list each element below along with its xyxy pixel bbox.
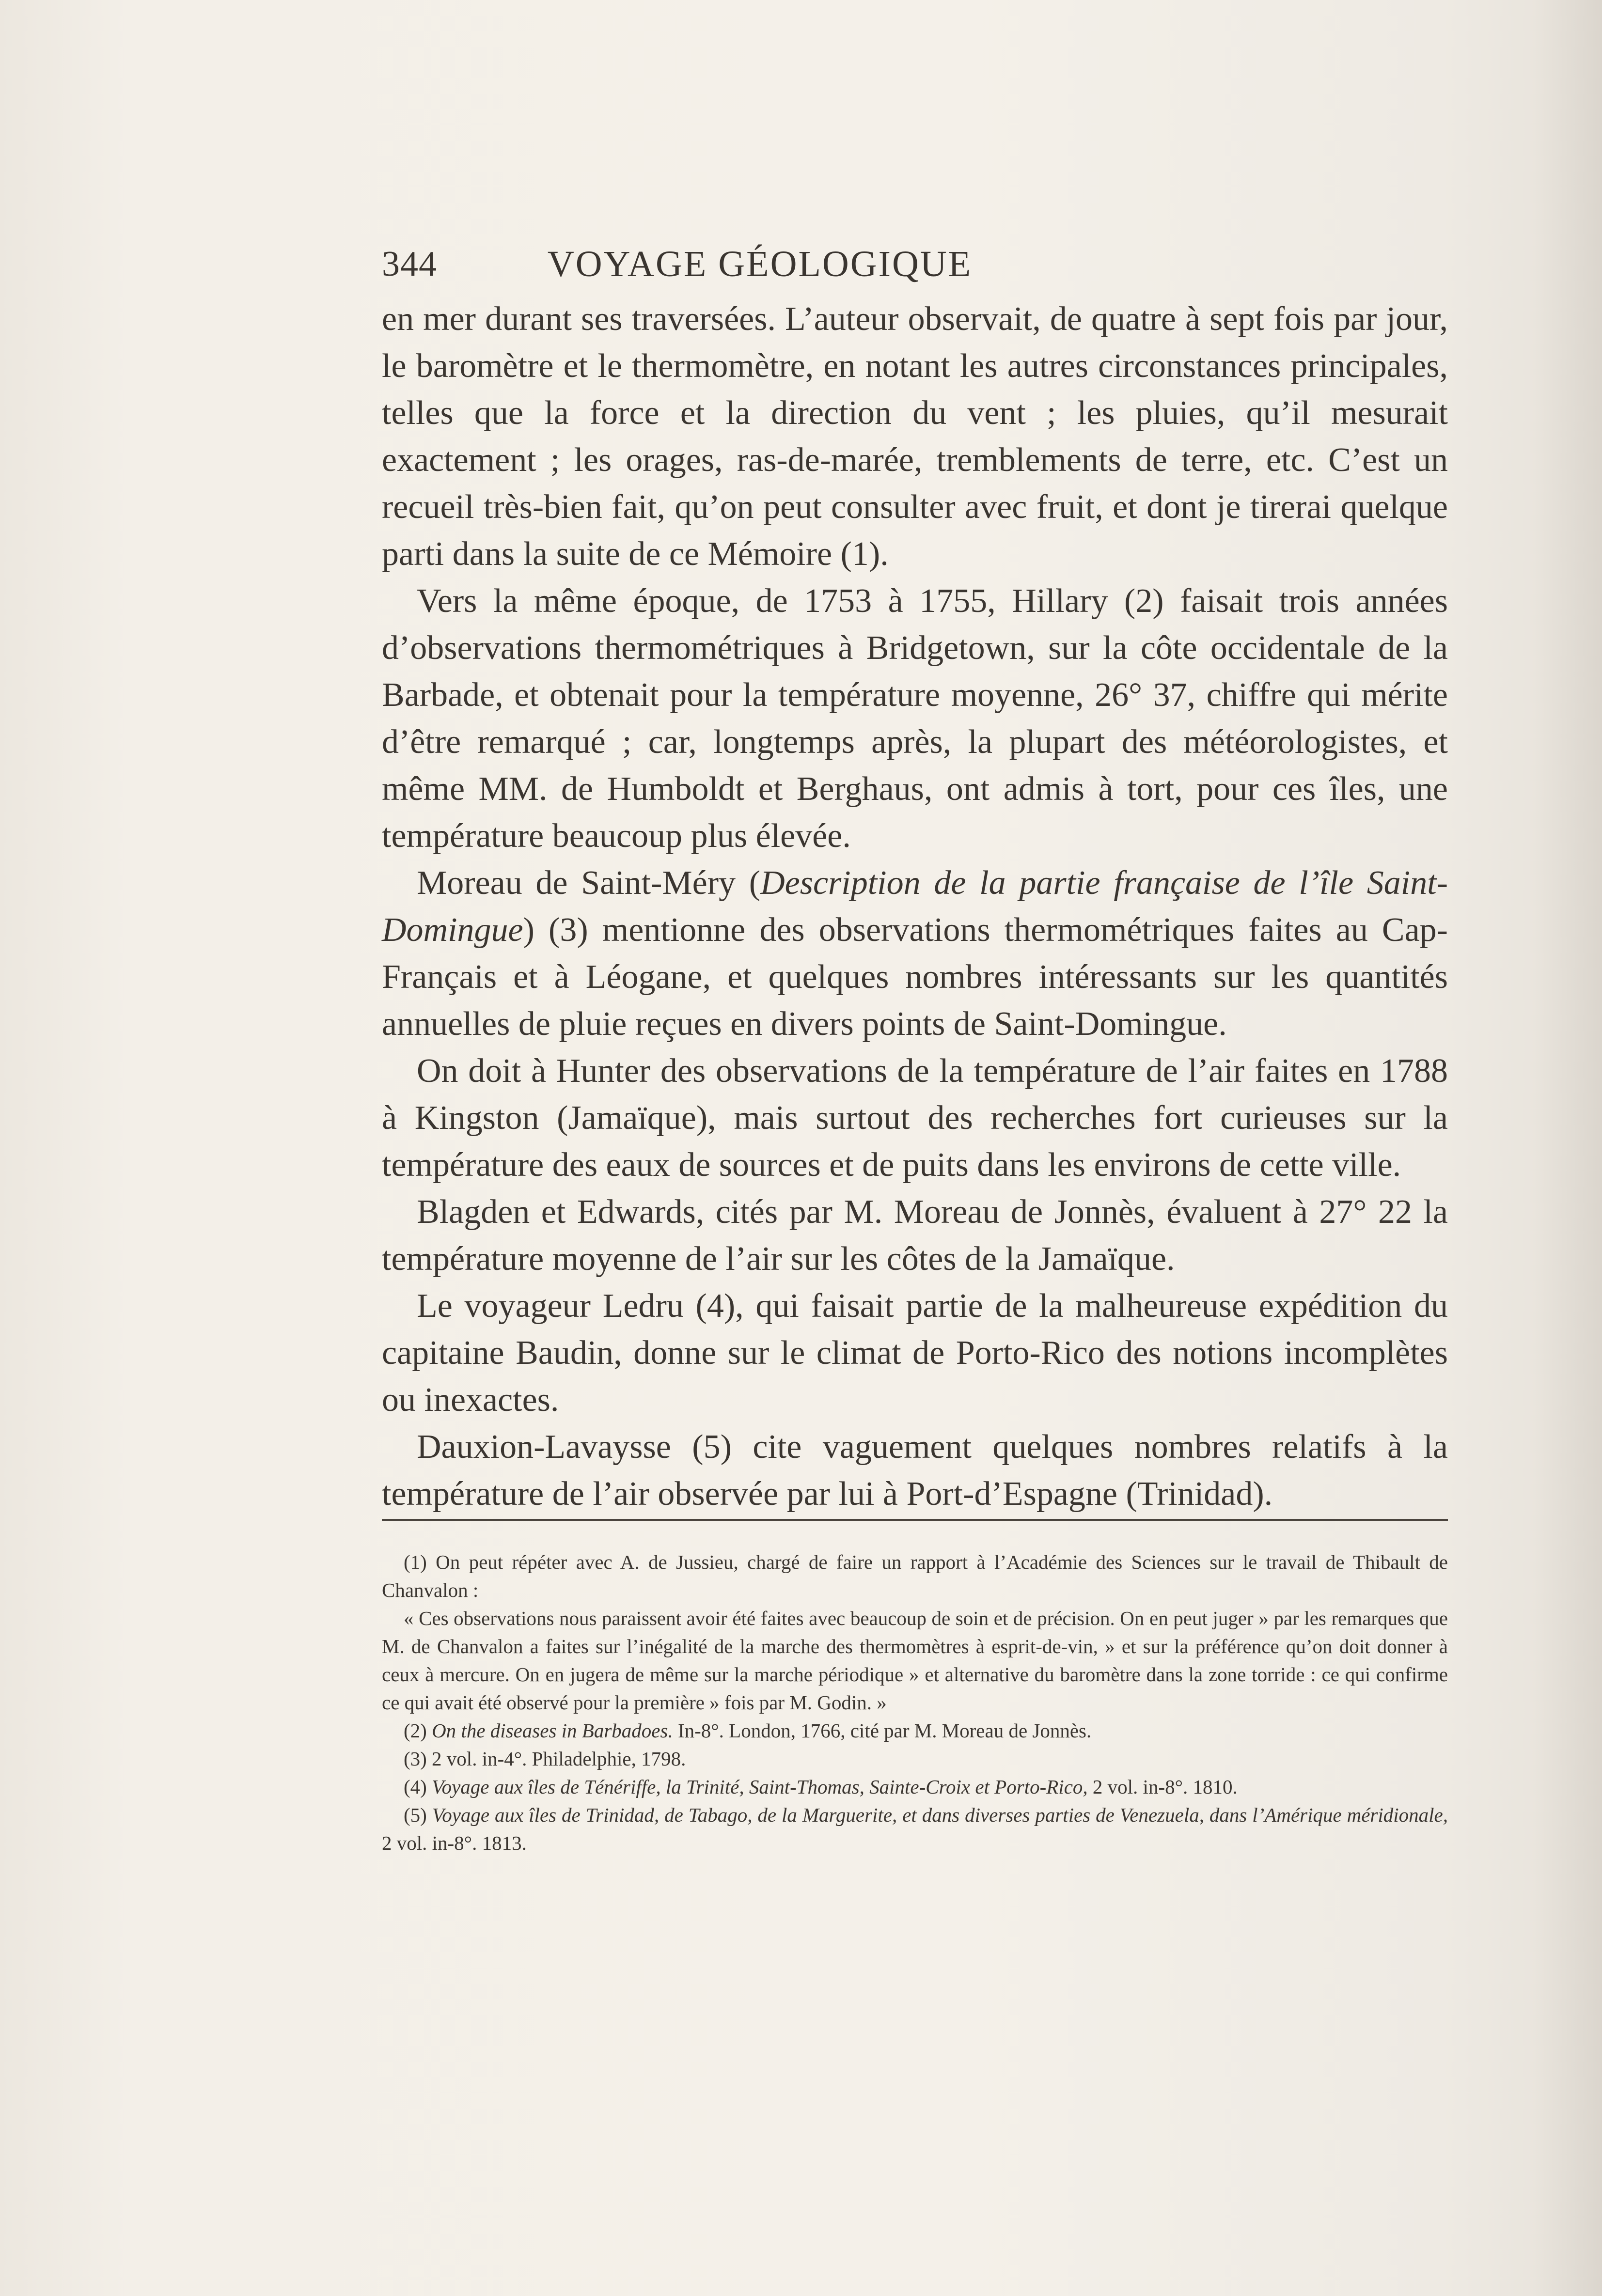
page-number: 344 [382, 244, 437, 284]
footnote-5-title: Voyage aux îles de Trinidad, de Tabago, de la Marguerite, et dans diverses parties de Venezuela, dans l’Amérique méridionale, [432, 1804, 1448, 1826]
footnotes [382, 1548, 1448, 1857]
footnote-5 [382, 1801, 1448, 1857]
footnote-1-quote: « Ces observations nous paraissent avoir été faites avec beaucoup de soin et de précision. On en peut juger » par les remarques que M. de Chanvalon a faites sur l’inégalité de la marche des thermomètres à esprit-de-vin, » et sur la préférence qu’on doit donner à ceux à mercure. On en jugera de même sur la marche périodique » et alternative du baromètre dans la zone torride : ce qui confirme ce qui avait été observé pour la première » fois par M. Godin. » [382, 1607, 1448, 1714]
footnote-2-title: On the diseases in Barbadoes. [432, 1719, 673, 1742]
page-header [382, 242, 1138, 286]
footnote-4-number: (4) [404, 1776, 427, 1798]
paragraph-1: en mer durant ses traversées. L’auteur observait, de quatre à sept fois par jour, le baromètre et le thermomètre, en notant les autres circonstances principales, telles que la force et la direction du vent ; les pluies, qu’il mesurait exactement ; les orages, ras-de-marée, tremblements de terre, etc. C’est un recueil très-bien fait, qu’on peut consulter avec fruit, et dont je tirerai quelque parti dans la suite de ce Mémoire (1). [382, 300, 1448, 573]
paragraph-3-end: ) (3) mentionne des observations thermométriques faites au Cap-Français et à Léogane, et quelques nombres intéressants sur les quantités annuelles de pluie reçues en divers points de Saint-Domingue. [382, 911, 1448, 1043]
footnote-1: (1) On peut répéter avec A. de Jussieu, chargé de faire un rapport à l’Académie des Sciences sur le travail de Thibault de Chanvalon : [382, 1551, 1448, 1601]
running-title: VOYAGE GÉOLOGIQUE [547, 244, 973, 284]
footnote-5-rest: 2 vol. in-8°. 1813. [382, 1832, 527, 1854]
footnote-2-number: (2) [404, 1719, 427, 1742]
main-text [382, 296, 1448, 1517]
footnote-2 [382, 1717, 1448, 1745]
footnote-4-rest: 2 vol. in-8°. 1810. [1092, 1776, 1238, 1798]
footnote-5-number: (5) [404, 1804, 427, 1826]
page-edge-shadow [1534, 0, 1602, 2296]
paragraph-2: Vers la même époque, de 1753 à 1755, Hillary (2) faisait trois années d’observations thermométriques à Bridgetown, sur la côte occidentale de la Barbade, et obtenait pour la température moyenne, 26° 37, chiffre qui mérite d’être remarqué ; car, longtemps après, la plupart des météorologistes, et même MM. de Humboldt et Berghaus, ont admis à tort, pour ces îles, une température beaucoup plus élevée. [382, 582, 1448, 855]
footnote-4 [382, 1773, 1448, 1801]
footnote-2-rest: In-8°. London, 1766, cité par M. Moreau de Jonnès. [677, 1719, 1092, 1742]
paragraph-5: Blagden et Edwards, cités par M. Moreau de Jonnès, évaluent à 27° 22 la température moyenne de l’air sur les côtes de la Jamaïque. [382, 1193, 1448, 1278]
book-title-italic: Description de la partie française de l’île Saint-Domingue [382, 864, 1448, 949]
footnote-3: (3) 2 vol. in-4°. Philadelphie, 1798. [404, 1748, 686, 1770]
footnote-4-title: Voyage aux îles de Ténériffe, la Trinité, Saint-Thomas, Sainte-Croix et Porto-Rico, [432, 1776, 1088, 1798]
paragraph-3 [382, 859, 1448, 1047]
paragraph-4: On doit à Hunter des observations de la température de l’air faites en 1788 à Kingston (Jamaïque), mais surtout des recherches fort curieuses sur la température des eaux de sources et de puits dans les environs de cette ville. [382, 1052, 1448, 1184]
paragraph-3-start: Moreau de Saint-Méry ( [417, 864, 761, 902]
paragraph-6: Le voyageur Ledru (4), qui faisait partie de la malheureuse expédition du capitaine Baudin, donne sur le climat de Porto-Rico des notions incomplètes ou inexactes. [382, 1287, 1448, 1419]
paragraph-7: Dauxion-Lavaysse (5) cite vaguement quelques nombres relatifs à la température de l’air observée par lui à Port-d’Espagne (Trinidad). [382, 1428, 1448, 1513]
footnote-divider [382, 1519, 1448, 1521]
